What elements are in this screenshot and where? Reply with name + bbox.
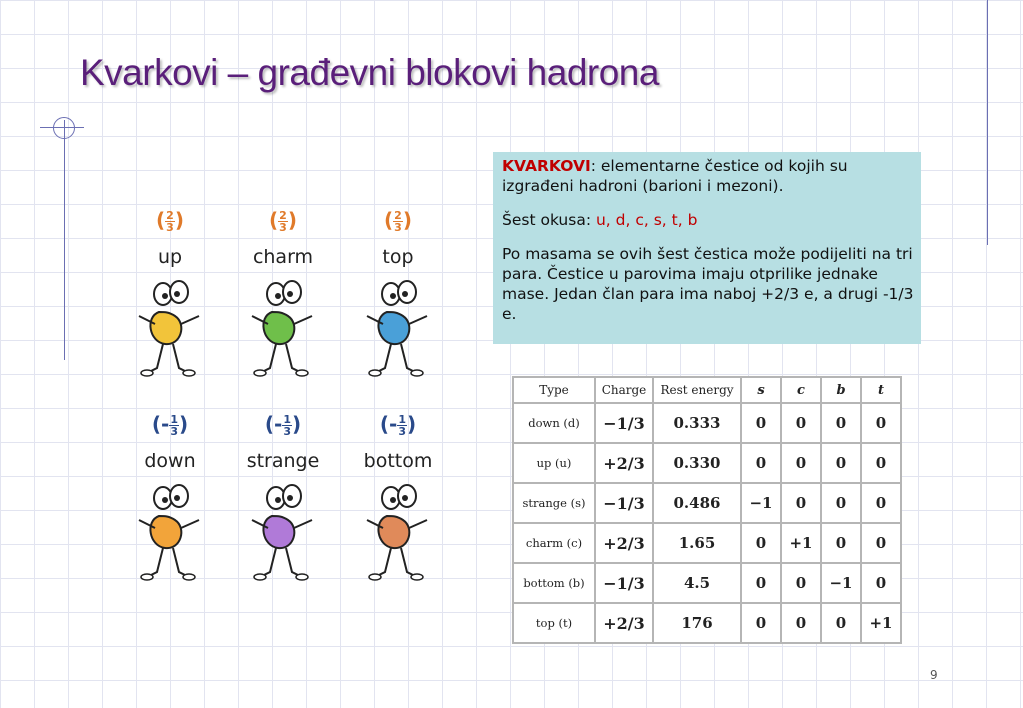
cell-type: charm (c): [513, 523, 595, 563]
cell-quantum-number: 0: [741, 603, 781, 643]
header-c: c: [781, 377, 821, 403]
cell-rest-energy: 0.333: [653, 403, 741, 443]
quark-name: top: [382, 246, 414, 268]
table-row: [513, 523, 901, 563]
table-row: [513, 403, 901, 443]
cell-quantum-number: 0: [861, 403, 901, 443]
cell-type: top (t): [513, 603, 595, 643]
decorative-vertical-line: [64, 120, 65, 360]
slide-title: Kvarkovi – građevni blokovi hadrona: [80, 52, 659, 93]
cell-quantum-number: 0: [741, 403, 781, 443]
quark-card-strange: [228, 412, 338, 612]
cell-quantum-number: 0: [781, 603, 821, 643]
decorative-right-line: [987, 0, 988, 245]
quark-name: bottom: [363, 450, 433, 472]
quark-charge: ( $\frac{2}{3}$): [269, 208, 297, 234]
cell-rest-energy: 0.330: [653, 443, 741, 483]
cell-quantum-number: +1: [861, 603, 901, 643]
quark-charge: (- $\frac{1}{3}$): [264, 412, 302, 438]
cell-quantum-number: 0: [781, 403, 821, 443]
header-charge: Charge: [595, 377, 653, 403]
quark-creature-icon: [228, 272, 338, 387]
quark-card-up: [115, 208, 225, 408]
cell-charge: −1/3: [595, 403, 653, 443]
cell-quantum-number: 0: [821, 443, 861, 483]
quark-charge: ( $\frac{2}{3}$): [384, 208, 412, 234]
header-s: s: [741, 377, 781, 403]
cell-quantum-number: 0: [741, 443, 781, 483]
quark-name: strange: [246, 450, 320, 472]
flavor-list: u, d, c, s, t, b: [595, 211, 698, 229]
quark-card-top: [343, 208, 453, 408]
cell-quantum-number: +1: [781, 523, 821, 563]
cell-quantum-number: 0: [741, 523, 781, 563]
cell-type: bottom (b): [513, 563, 595, 603]
cell-charge: −1/3: [595, 563, 653, 603]
header-t: t: [861, 377, 901, 403]
cell-quantum-number: 0: [821, 603, 861, 643]
header-rest-energy: Rest energy: [653, 377, 741, 403]
decorative-crosshair-circle: [53, 117, 75, 139]
quark-card-charm: [228, 208, 338, 408]
quark-charge: (- $\frac{1}{3}$): [151, 412, 189, 438]
cell-charge: +2/3: [595, 603, 653, 643]
cell-quantum-number: 0: [861, 563, 901, 603]
page-number: 9: [930, 668, 938, 682]
cell-rest-energy: 4.5: [653, 563, 741, 603]
cell-quantum-number: 0: [861, 443, 901, 483]
cell-rest-energy: 1.65: [653, 523, 741, 563]
cell-quantum-number: 0: [781, 443, 821, 483]
table-row: [513, 603, 901, 643]
cell-quantum-number: 0: [861, 523, 901, 563]
cell-type: strange (s): [513, 483, 595, 523]
quark-name: charm: [252, 246, 314, 268]
keyword-kvarkovi: KVARKOVI: [502, 157, 591, 175]
quark-pairs-text: Po masama se ovih šest čestica može podijeliti na tri para. Čestice u parovima imaju otprilike jednake mase. Jedan član para ima naboj +2/3 e, a drugi -1/3 e.: [502, 245, 914, 323]
cell-quantum-number: −1: [821, 563, 861, 603]
cell-rest-energy: 0.486: [653, 483, 741, 523]
header-b: b: [821, 377, 861, 403]
table-row: [513, 443, 901, 483]
table-header-row: [513, 377, 901, 403]
quark-name: up: [157, 246, 183, 268]
table-row: [513, 483, 901, 523]
cell-rest-energy: 176: [653, 603, 741, 643]
quark-creature-icon: [343, 476, 453, 591]
quark-creature-icon: [115, 272, 225, 387]
cell-charge: −1/3: [595, 483, 653, 523]
quark-info-box: [493, 152, 921, 344]
quark-charge: (- $\frac{1}{3}$): [379, 412, 417, 438]
quark-card-bottom: [343, 412, 453, 612]
quark-name: down: [144, 450, 196, 472]
cell-quantum-number: 0: [861, 483, 901, 523]
cell-charge: +2/3: [595, 523, 653, 563]
cell-quantum-number: 0: [781, 483, 821, 523]
cell-quantum-number: 0: [821, 403, 861, 443]
cell-quantum-number: 0: [781, 563, 821, 603]
header-type: Type: [513, 377, 595, 403]
cell-quantum-number: 0: [821, 523, 861, 563]
quark-charge: ( $\frac{2}{3}$): [156, 208, 184, 234]
cell-quantum-number: 0: [741, 563, 781, 603]
quark-flavors: Šest okusa: u, d, c, s, t, b: [502, 211, 698, 229]
quark-creature-icon: [115, 476, 225, 591]
quark-card-down: [115, 412, 225, 612]
quark-creature-icon: [228, 476, 338, 591]
quark-definition: KVARKOVI: elementarne čestice od kojih su izgrađeni hadroni (barioni i mezoni).: [502, 157, 848, 195]
cell-type: down (d): [513, 403, 595, 443]
quark-properties-table: [512, 376, 902, 644]
quark-creature-icon: [343, 272, 453, 387]
cell-charge: +2/3: [595, 443, 653, 483]
cell-quantum-number: 0: [821, 483, 861, 523]
cell-type: up (u): [513, 443, 595, 483]
table-row: [513, 563, 901, 603]
cell-quantum-number: −1: [741, 483, 781, 523]
